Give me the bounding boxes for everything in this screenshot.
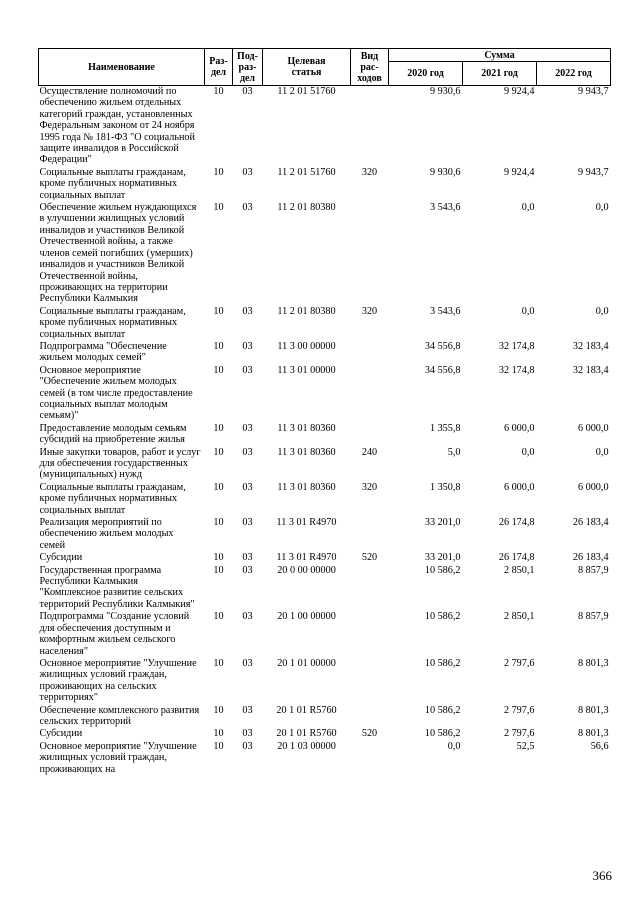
row-sum-2020: 3 543,6	[429, 305, 461, 317]
row-name: Реализация мероприятий по обеспечению жильем молодых семей	[39, 517, 174, 551]
row-vid-rashodov	[351, 202, 389, 306]
row-celevaya-statya: 20 1 03 00000	[277, 740, 336, 752]
header-2021: 2021 год	[463, 62, 537, 86]
table-row	[39, 552, 611, 564]
header-2022: 2022 год	[537, 62, 611, 86]
row-razdel: 10	[213, 611, 224, 623]
row-sum-2021: 6 000,0	[503, 422, 535, 434]
row-sum-2021: 0,0	[521, 305, 535, 317]
row-sum-2022: 6 000,0	[577, 422, 609, 434]
row-celevaya-statya: 11 3 01 80360	[277, 481, 336, 493]
row-sum-2021: 0,0	[521, 446, 535, 458]
row-razdel: 10	[213, 166, 224, 178]
row-podrazdel: 03	[242, 86, 253, 97]
row-sum-2021: 26 174,8	[498, 552, 535, 564]
row-podrazdel: 03	[242, 657, 253, 669]
header-celevaya-text: Целевая статья	[287, 56, 326, 78]
row-podrazdel: 03	[242, 728, 253, 740]
row-razdel: 10	[213, 481, 224, 493]
row-podrazdel: 03	[242, 704, 253, 716]
row-sum-2021: 2 850,1	[503, 564, 535, 576]
budget-table	[38, 48, 611, 776]
table-row	[39, 705, 611, 729]
header-razdel-text: Раз- дел	[209, 56, 228, 78]
row-sum-2020: 3 543,6	[429, 202, 461, 214]
row-name: Основное мероприятие "Обеспечение жильем молодых семей (в том числе предоставление социальных выплат молодым семьям)"	[39, 364, 193, 422]
row-vid-rashodov	[351, 705, 389, 729]
row-podrazdel: 03	[242, 481, 253, 493]
header-summa: Сумма	[389, 49, 611, 62]
row-sum-2022: 26 183,4	[572, 517, 609, 529]
row-vid-rashodov: 320	[361, 481, 378, 493]
row-celevaya-statya: 11 2 01 80380	[277, 202, 336, 214]
row-sum-2020: 10 586,2	[424, 564, 461, 576]
row-sum-2022: 8 801,3	[577, 728, 609, 740]
row-celevaya-statya: 11 3 01 80360	[277, 446, 336, 458]
row-name: Основное мероприятие "Улучшение жилищных условий граждан, проживающих на	[39, 740, 197, 775]
row-name: Подпрограмма "Обеспечение жильем молодых семей"	[39, 340, 167, 364]
row-razdel: 10	[213, 364, 224, 376]
row-name: Обеспечение комплексного развития сельских территорий	[39, 704, 200, 727]
row-celevaya-statya: 20 1 01 00000	[277, 657, 336, 669]
row-name: Социальные выплаты гражданам, кроме публичных нормативных социальных выплат	[39, 166, 186, 201]
row-sum-2021: 0,0	[521, 202, 535, 214]
row-sum-2022: 9 943,7	[577, 86, 609, 97]
row-name: Государственная программа Республики Калмыкия "Комплексное развитие сельских территорий Республики Калмыкия"	[39, 564, 195, 610]
row-razdel: 10	[213, 86, 224, 97]
row-name: Подпрограмма "Создание условий для обеспечения доступным и комфортным жильем сельского населения"	[39, 611, 190, 657]
row-sum-2020: 10 586,2	[424, 728, 461, 740]
row-sum-2022: 32 183,4	[572, 364, 609, 376]
row-sum-2022: 8 801,3	[577, 657, 609, 669]
row-celevaya-statya: 11 3 01 00000	[277, 364, 336, 376]
row-sum-2022: 0,0	[595, 446, 609, 458]
row-sum-2022: 8 801,3	[577, 704, 609, 716]
row-razdel: 10	[213, 446, 224, 458]
row-razdel: 10	[213, 657, 224, 669]
row-name: Основное мероприятие "Улучшение жилищных условий граждан, проживающих на сельских территориях"	[39, 657, 197, 704]
header-celevaya	[263, 49, 351, 86]
row-vid-rashodov: 320	[361, 305, 378, 317]
table-row	[39, 565, 611, 612]
row-podrazdel: 03	[242, 202, 253, 214]
row-celevaya-statya: 11 3 01 80360	[277, 422, 336, 434]
row-podrazdel: 03	[242, 552, 253, 564]
row-sum-2022: 9 943,7	[577, 166, 609, 178]
row-sum-2020: 33 201,0	[424, 552, 461, 564]
header-podrazdel	[233, 49, 263, 86]
row-name: Субсидии	[39, 552, 83, 564]
table-row	[39, 728, 611, 740]
row-podrazdel: 03	[242, 305, 253, 317]
table-row	[39, 167, 611, 202]
row-vid-rashodov	[351, 423, 389, 447]
row-celevaya-statya: 11 2 01 51760	[277, 86, 336, 97]
row-razdel: 10	[213, 704, 224, 716]
row-sum-2021: 32 174,8	[498, 364, 535, 376]
row-celevaya-statya: 11 3 01 R4970	[276, 517, 337, 529]
row-sum-2020: 10 586,2	[424, 611, 461, 623]
table-row	[39, 202, 611, 306]
row-sum-2021: 6 000,0	[503, 481, 535, 493]
row-sum-2020: 5,0	[447, 446, 461, 458]
page-number: 366	[592, 868, 612, 883]
row-razdel: 10	[213, 728, 224, 740]
row-celevaya-statya: 11 3 00 00000	[277, 340, 336, 352]
table-row	[39, 611, 611, 658]
row-sum-2020: 0,0	[447, 740, 461, 752]
table-row	[39, 365, 611, 423]
row-sum-2021: 2 850,1	[503, 611, 535, 623]
row-podrazdel: 03	[242, 166, 253, 178]
table-row	[39, 341, 611, 365]
row-sum-2022: 6 000,0	[577, 481, 609, 493]
row-name: Осуществление полномочий по обеспечению жильем отдельных категорий граждан, установленных Федеральным законом от 24 ноября 1995 года № 181-ФЗ "О социальной защите инвалидов в Российской Федерации"	[39, 86, 195, 166]
table-row	[39, 741, 611, 776]
row-sum-2021: 9 924,4	[503, 166, 535, 178]
row-sum-2020: 1 350,8	[429, 481, 461, 493]
row-sum-2021: 2 797,6	[503, 704, 535, 716]
row-vid-rashodov	[351, 365, 389, 423]
row-name: Субсидии	[39, 728, 83, 740]
row-sum-2020: 34 556,8	[424, 340, 461, 352]
row-sum-2021: 2 797,6	[503, 728, 535, 740]
table-header	[39, 49, 611, 86]
row-podrazdel: 03	[242, 422, 253, 434]
row-celevaya-statya: 11 3 01 R4970	[276, 552, 337, 564]
row-vid-rashodov: 240	[361, 446, 378, 458]
row-razdel: 10	[213, 340, 224, 352]
table-row	[39, 423, 611, 447]
row-sum-2022: 0,0	[595, 202, 609, 214]
header-vid-text: Вид рас- ходов	[357, 50, 382, 84]
table-row	[39, 482, 611, 517]
row-vid-rashodov: 520	[361, 552, 378, 564]
row-sum-2022: 56,6	[590, 740, 609, 752]
row-podrazdel: 03	[242, 446, 253, 458]
row-razdel: 10	[213, 202, 224, 214]
row-sum-2020: 34 556,8	[424, 364, 461, 376]
row-name: Социальные выплаты гражданам, кроме публичных нормативных социальных выплат	[39, 305, 186, 340]
row-sum-2021: 9 924,4	[503, 86, 535, 97]
table-row	[39, 86, 611, 167]
row-razdel: 10	[213, 517, 224, 529]
row-celevaya-statya: 11 2 01 51760	[277, 166, 336, 178]
row-sum-2021: 26 174,8	[498, 517, 535, 529]
row-podrazdel: 03	[242, 564, 253, 576]
header-vid	[351, 49, 389, 86]
row-sum-2022: 8 857,9	[577, 611, 609, 623]
row-sum-2021: 2 797,6	[503, 657, 535, 669]
row-podrazdel: 03	[242, 611, 253, 623]
row-name: Социальные выплаты гражданам, кроме публичных нормативных социальных выплат	[39, 481, 186, 516]
header-name: Наименование	[39, 49, 205, 86]
table-row	[39, 517, 611, 552]
row-sum-2022: 32 183,4	[572, 340, 609, 352]
row-sum-2021: 32 174,8	[498, 340, 535, 352]
row-razdel: 10	[213, 552, 224, 564]
budget-page	[38, 48, 610, 776]
row-celevaya-statya: 20 1 01 R5760	[276, 704, 337, 716]
row-podrazdel: 03	[242, 364, 253, 376]
header-razdel	[205, 49, 233, 86]
row-razdel: 10	[213, 564, 224, 576]
row-razdel: 10	[213, 740, 224, 752]
row-sum-2022: 26 183,4	[572, 552, 609, 564]
row-sum-2021: 52,5	[516, 740, 535, 752]
row-celevaya-statya: 11 2 01 80380	[277, 305, 336, 317]
row-vid-rashodov	[351, 658, 389, 705]
row-vid-rashodov	[351, 86, 389, 167]
row-vid-rashodov: 520	[361, 728, 378, 740]
row-vid-rashodov	[351, 741, 389, 776]
table-row	[39, 306, 611, 341]
row-sum-2020: 10 586,2	[424, 704, 461, 716]
table-row	[39, 658, 611, 705]
row-name: Иные закупки товаров, работ и услуг для обеспечения государственных (муниципальных) нужд	[39, 446, 201, 481]
row-razdel: 10	[213, 422, 224, 434]
row-name: Предоставление молодым семьям субсидий на приобретение жилья	[39, 422, 187, 446]
row-sum-2020: 33 201,0	[424, 517, 461, 529]
row-celevaya-statya: 20 1 00 00000	[277, 611, 336, 623]
header-podrazdel-text: Под- раз- дел	[237, 50, 258, 84]
row-vid-rashodov	[351, 341, 389, 365]
row-podrazdel: 03	[242, 740, 253, 752]
table-body	[39, 86, 611, 776]
row-vid-rashodov: 320	[361, 166, 378, 178]
row-celevaya-statya: 20 0 00 00000	[277, 564, 336, 576]
row-sum-2020: 9 930,6	[429, 86, 461, 97]
row-sum-2022: 8 857,9	[577, 564, 609, 576]
row-podrazdel: 03	[242, 517, 253, 529]
row-razdel: 10	[213, 305, 224, 317]
row-vid-rashodov	[351, 611, 389, 658]
row-sum-2020: 9 930,6	[429, 166, 461, 178]
header-2020: 2020 год	[389, 62, 463, 86]
row-vid-rashodov	[351, 565, 389, 612]
row-sum-2020: 1 355,8	[429, 422, 461, 434]
row-sum-2022: 0,0	[595, 305, 609, 317]
row-vid-rashodov	[351, 517, 389, 552]
table-row	[39, 447, 611, 482]
row-sum-2020: 10 586,2	[424, 657, 461, 669]
row-podrazdel: 03	[242, 340, 253, 352]
row-name: Обеспечение жильем нуждающихся в улучшении жилищных условий инвалидов и участников Великой Отечественной войны, а также членов семей погибших (умерших) инвалидов и участников Великой Отечественной войны, проживающих на территории Республики Калмыкия	[39, 202, 197, 305]
row-celevaya-statya: 20 1 01 R5760	[276, 728, 337, 740]
